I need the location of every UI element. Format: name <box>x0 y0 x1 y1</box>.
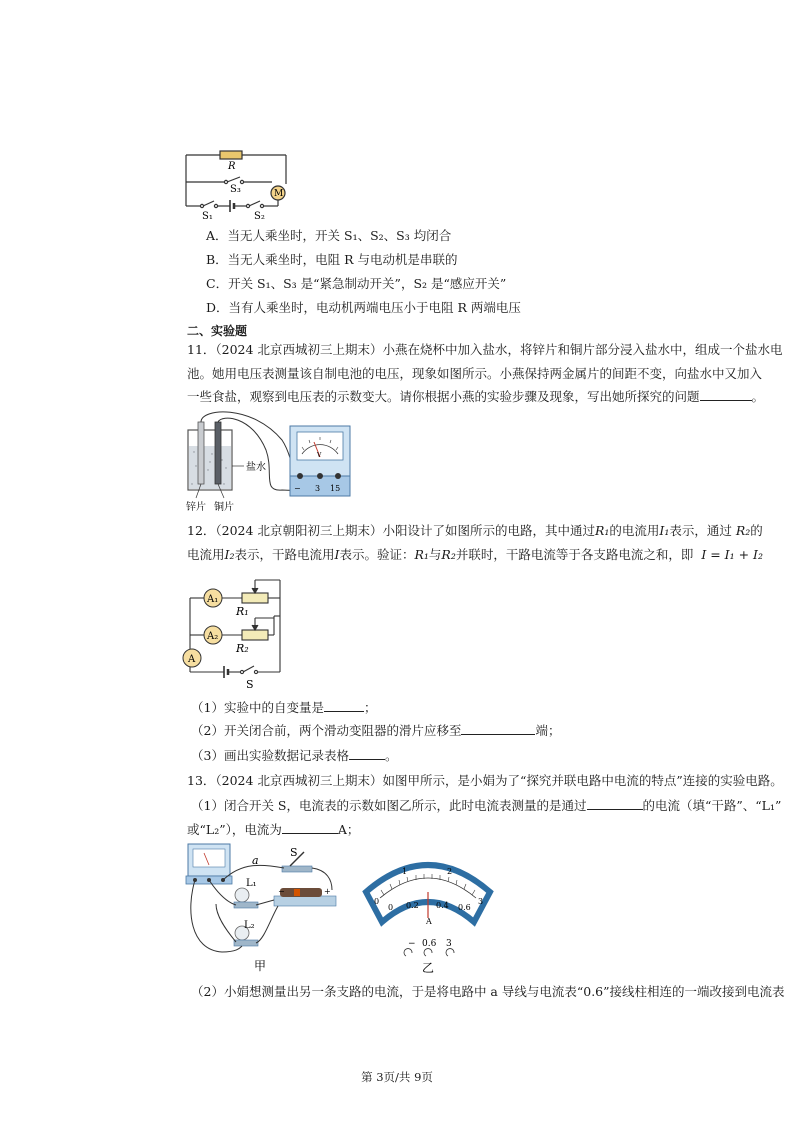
terminal-3: 3 <box>315 484 321 493</box>
section-title: 二、实验题 <box>187 324 248 338</box>
switch-S-label: S <box>290 846 298 859</box>
q12-line1: 12．（2024 北京朝阳初三上期末）小阳设计了如图所示的电路，其中通过R₁的电流用I₁表示，通过 R₂的 <box>187 523 763 538</box>
bulb-L1-label: L₁ <box>246 878 257 889</box>
q13-line4: （2）小娟想测量出另一条支路的电流，于是将电路中 a 导线与电流表“0.6”接线柱相连的一端改接到电流表 <box>191 984 785 999</box>
scale-top-2: 2 <box>447 867 453 876</box>
option-a: A．当无人乘坐时，开关 S₁、S₂、S₃ 均闭合 <box>206 228 452 243</box>
option-c: C．开关 S₁、S₃ 是“紧急制动开关”，S₂ 是“感应开关” <box>206 276 507 291</box>
label-R: R <box>228 161 236 172</box>
terminal-3: 3 <box>446 939 452 949</box>
q11-line1: 11．（2024 北京西城初三上期末）小燕在烧杯中加入盐水，将锌片和铜片部分浸入盐水中，组成一个盐水电 <box>187 342 783 357</box>
figure-jia <box>182 840 342 980</box>
battery-minus: − <box>278 887 285 896</box>
ammeter-unit-A: A <box>426 917 432 926</box>
figure-yi-label: 乙 <box>422 961 435 975</box>
ammeter-A2: A₂ <box>207 631 219 642</box>
ammeter-A1: A₁ <box>207 594 219 605</box>
figure-yi <box>362 852 497 978</box>
label-S2: S₂ <box>254 211 265 220</box>
q11-line2: 池。她用电压表测量该自制电池的电压，现象如图所示。小燕保持两金属片的间距不变，向盐水中又加入 <box>187 366 763 381</box>
sum-formula: I = I₁ + I₂ <box>701 547 763 562</box>
q12-sub1: （1）实验中的自变量是 ； <box>191 697 376 718</box>
scale-bottom-0: 0 <box>388 903 394 912</box>
page-footer: 第 3页/共 9页 <box>361 1070 433 1084</box>
answer-blank[interactable] <box>349 745 385 760</box>
scale-bottom-1: 0.2 <box>406 901 419 910</box>
q13-line3: 或“L₂”），电流为 A； <box>187 819 359 840</box>
option-b: B．当无人乘坐时，电阻 R 与电动机是串联的 <box>206 252 458 267</box>
scale-bottom-3: 0.6 <box>458 903 471 912</box>
option-d: D．当有人乘坐时，电动机两端电压小于电阻 R 两端电压 <box>206 300 521 315</box>
scale-top-0: 0 <box>374 897 380 906</box>
q12-sub3: （3）画出实验数据记录表格 。 <box>191 745 397 766</box>
wire-a-label: a <box>252 854 259 867</box>
saltwater-battery-figure <box>182 410 357 515</box>
label-R2: R₂ <box>236 642 249 655</box>
terminal-15: 15 <box>330 484 341 493</box>
saltwater-label: 盐水 <box>246 462 266 473</box>
zinc-label: 锌片 <box>186 502 206 513</box>
ammeter-A: A <box>188 654 196 665</box>
copper-label: 铜片 <box>214 502 234 513</box>
q11-line3: 一些食盐，观察到电压表的示数变大。请你根据小燕的实验步骤及现象，写出她所探究的问题 。 <box>187 386 764 407</box>
figure-jia-label: 甲 <box>254 959 267 973</box>
label-S3: S₃ <box>230 184 241 195</box>
label-S: S <box>246 678 254 690</box>
terminal-minus: − <box>294 484 301 493</box>
answer-blank[interactable] <box>587 795 643 810</box>
voltmeter-symbol: V <box>317 452 322 459</box>
q12-sub2: （2）开关闭合前，两个滑动变阻器的滑片应移至 端； <box>191 720 560 741</box>
bulb-L2-label: L₂ <box>244 920 255 931</box>
label-S1: S₁ <box>202 211 213 220</box>
scale-top-3: 3 <box>478 897 484 906</box>
q13-line1: 13．（2024 北京西城初三上期末）如图甲所示，是小娟为了“探究并联电路中电流的特点”连接的实验电路。 <box>187 773 783 788</box>
q13-line2: （1）闭合开关 S，电流表的示数如图乙所示，此时电流表测量的是通过 的电流（填“干路”、“L₁” <box>191 795 781 816</box>
answer-blank[interactable] <box>282 819 338 834</box>
q12-line2: 电流用I₂表示，干路电流用I表示。验证：R₁与R₂并联时，干路电流等于各支路电流之和，即 I = I₁ + I₂ <box>187 547 763 562</box>
scale-top-1: 1 <box>402 867 408 876</box>
scale-bottom-2: 0.4 <box>436 901 449 910</box>
answer-blank[interactable] <box>700 386 752 401</box>
answer-blank[interactable] <box>324 697 364 712</box>
terminal-minus: − <box>408 939 416 949</box>
label-R1: R₁ <box>236 605 249 618</box>
terminal-0.6: 0.6 <box>422 939 437 949</box>
battery-plus: + <box>324 887 331 896</box>
motor-symbol: M <box>274 189 284 199</box>
circuit-figure-q10 <box>180 148 295 220</box>
answer-blank[interactable] <box>461 720 535 735</box>
parallel-circuit-figure <box>180 572 290 690</box>
